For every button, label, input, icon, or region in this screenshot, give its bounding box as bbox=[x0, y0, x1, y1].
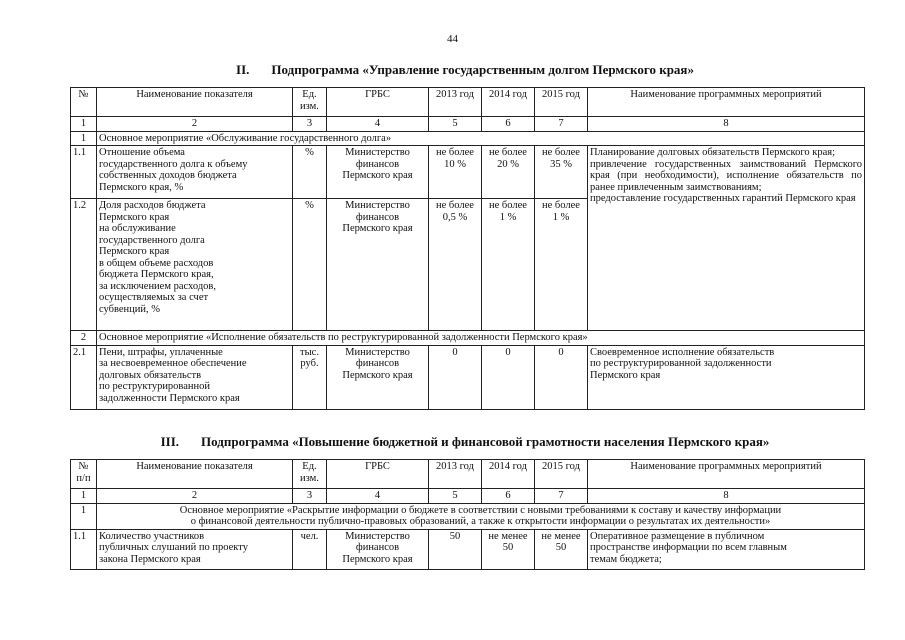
indicator-name: Отношение объема государственного долга к объему собственных доходов бюджета Пермского края, % bbox=[97, 146, 293, 199]
col-number: 2 bbox=[97, 489, 293, 504]
value-2014: 0 bbox=[482, 345, 535, 409]
value-2013: 0 bbox=[429, 345, 482, 409]
col-number: 3 bbox=[293, 117, 327, 132]
header-2015: 2015 год bbox=[535, 460, 588, 489]
main-activity-text: Основное мероприятие «Исполнение обязательств по реструктурированной задолженности Пермского края» bbox=[97, 331, 865, 346]
col-number: 1 bbox=[71, 489, 97, 504]
header-unit: Ед. изм. bbox=[293, 88, 327, 117]
header-events: Наименование программных мероприятий bbox=[588, 460, 865, 489]
section-2-table bbox=[70, 87, 865, 410]
column-number-row bbox=[71, 117, 865, 132]
col-number: 3 bbox=[293, 489, 327, 504]
row-num: 1.2 bbox=[71, 199, 97, 331]
header-num: № п/п bbox=[71, 460, 97, 489]
main-activity-num: 1 bbox=[71, 503, 97, 529]
row-num: 1.1 bbox=[71, 529, 97, 569]
col-number: 5 bbox=[429, 117, 482, 132]
indicator-unit: % bbox=[293, 199, 327, 331]
indicator-grbs: Министерство финансов Пермского края bbox=[327, 199, 429, 331]
col-number: 8 bbox=[588, 117, 865, 132]
header-unit: Ед. изм. bbox=[293, 460, 327, 489]
indicator-grbs: Министерство финансов Пермского края bbox=[327, 345, 429, 409]
program-events: Своевременное исполнение обязательств по реструктурированной задолженности Пермского края bbox=[588, 345, 865, 409]
value-2015: не более 1 % bbox=[535, 199, 588, 331]
value-2015: не более 35 % bbox=[535, 146, 588, 199]
main-activity-num: 1 bbox=[71, 131, 97, 146]
header-name: Наименование показателя bbox=[97, 460, 293, 489]
header-num: № bbox=[71, 88, 97, 117]
table-header-row bbox=[71, 460, 865, 489]
header-2015: 2015 год bbox=[535, 88, 588, 117]
program-events: Оперативное размещение в публичном пространстве информации по всем главным темам бюджета; bbox=[588, 529, 865, 569]
value-2013: 50 bbox=[429, 529, 482, 569]
main-activity-text: Основное мероприятие «Обслуживание государственного долга» bbox=[97, 131, 865, 146]
value-2014: не более 20 % bbox=[482, 146, 535, 199]
header-2013: 2013 год bbox=[429, 460, 482, 489]
section-3-title-text: Подпрограмма «Повышение бюджетной и финансовой грамотности населения Пермского края» bbox=[201, 434, 770, 449]
header-grbs: ГРБС bbox=[327, 460, 429, 489]
header-2013: 2013 год bbox=[429, 88, 482, 117]
header-grbs: ГРБС bbox=[327, 88, 429, 117]
table-row bbox=[71, 529, 865, 569]
col-number: 2 bbox=[97, 117, 293, 132]
row-num: 2.1 bbox=[71, 345, 97, 409]
indicator-unit: чел. bbox=[293, 529, 327, 569]
header-2014: 2014 год bbox=[482, 88, 535, 117]
row-num: 1.1 bbox=[71, 146, 97, 199]
value-2014: не менее 50 bbox=[482, 529, 535, 569]
table-header-row bbox=[71, 88, 865, 117]
col-number: 1 bbox=[71, 117, 97, 132]
indicator-name: Доля расходов бюджета Пермского края на обслуживание государственного долга Пермского края в общем объеме расходов бюджета Пермского края, за исключением расходов, осуществляемых за счет субвенций, % bbox=[97, 199, 293, 331]
main-activity-row bbox=[71, 331, 865, 346]
col-number: 6 bbox=[482, 117, 535, 132]
table-row bbox=[71, 345, 865, 409]
col-number: 7 bbox=[535, 489, 588, 504]
main-activity-num: 2 bbox=[71, 331, 97, 346]
value-2013: не более 0,5 % bbox=[429, 199, 482, 331]
header-name: Наименование показателя bbox=[97, 88, 293, 117]
table-row bbox=[71, 146, 865, 199]
indicator-name: Количество участников публичных слушаний по проекту закона Пермского края bbox=[97, 529, 293, 569]
value-2015: не менее 50 bbox=[535, 529, 588, 569]
value-2015: 0 bbox=[535, 345, 588, 409]
main-activity-row bbox=[71, 131, 865, 146]
page-number: 44 bbox=[447, 33, 458, 45]
indicator-unit: тыс. руб. bbox=[293, 345, 327, 409]
column-number-row bbox=[71, 489, 865, 504]
value-2013: не более 10 % bbox=[429, 146, 482, 199]
section-3-title bbox=[70, 434, 860, 450]
header-2014: 2014 год bbox=[482, 460, 535, 489]
section-2-title bbox=[70, 62, 860, 78]
section-3-table bbox=[70, 459, 865, 570]
section-3-number: III. bbox=[160, 434, 180, 449]
col-number: 4 bbox=[327, 489, 429, 504]
indicator-unit: % bbox=[293, 146, 327, 199]
col-number: 4 bbox=[327, 117, 429, 132]
section-2-title-text: Подпрограмма «Управление государственным долгом Пермского края» bbox=[271, 62, 694, 77]
col-number: 7 bbox=[535, 117, 588, 132]
value-2014: не более 1 % bbox=[482, 199, 535, 331]
main-activity-row bbox=[71, 503, 865, 529]
program-events: Планирование долговых обязательств Пермского края; привлечение государственных заимствований Пермского края (при необходимости), исполнение обязательств по ранее привлеченным заимствованиям; предоставление государственных гарантий Пермского края bbox=[588, 146, 865, 331]
indicator-name: Пени, штрафы, уплаченные за несвоевременное обеспечение долговых обязательств по реструктурированной задолженности Пермского края bbox=[97, 345, 293, 409]
col-number: 6 bbox=[482, 489, 535, 504]
col-number: 8 bbox=[588, 489, 865, 504]
col-number: 5 bbox=[429, 489, 482, 504]
section-2-number: II. bbox=[236, 62, 250, 77]
indicator-grbs: Министерство финансов Пермского края bbox=[327, 529, 429, 569]
indicator-grbs: Министерство финансов Пермского края bbox=[327, 146, 429, 199]
main-activity-text: Основное мероприятие «Раскрытие информации о бюджете в соответствии с новыми требованиями к составу и качеству информации о финансовой деятельности публично-правовых образований, а также к открытости информации о результатах их деятельности» bbox=[97, 503, 865, 529]
header-events: Наименование программных мероприятий bbox=[588, 88, 865, 117]
